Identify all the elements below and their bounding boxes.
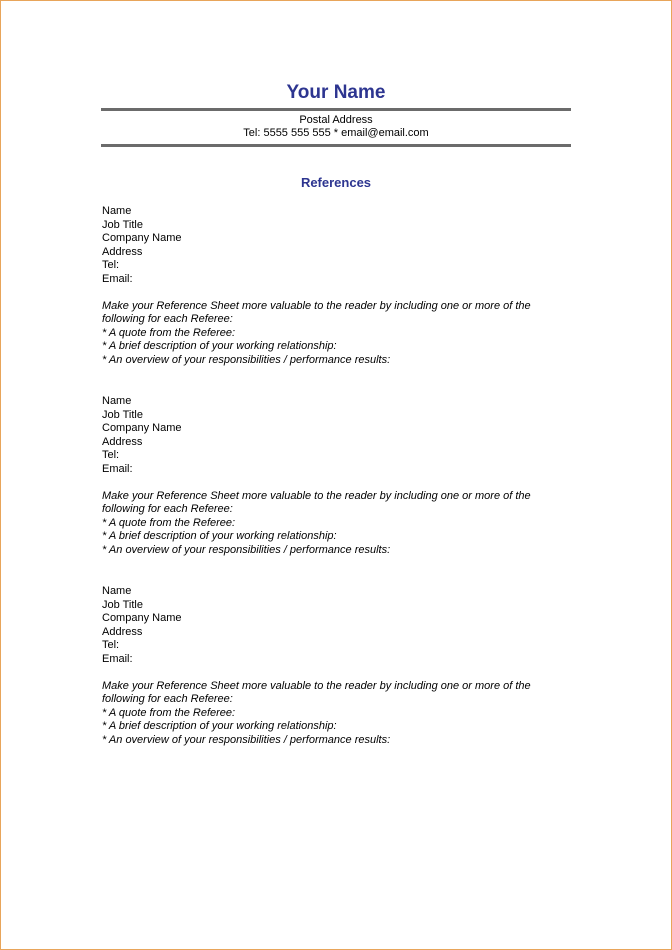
reference-note — [102, 490, 562, 558]
note-line: following for each Referee: — [102, 693, 233, 705]
note-line: * An overview of your responsibilities / performance results: — [102, 353, 391, 366]
reference-tel: Tel: — [102, 259, 120, 271]
note-line: * A brief description of your working relationship: — [102, 340, 337, 352]
reference-company: Company Name — [102, 422, 182, 434]
reference-name: Name — [102, 395, 132, 407]
reference-tel: Tel: — [102, 639, 120, 651]
reference-email: Email: — [102, 272, 133, 285]
note-line: * An overview of your responsibilities / performance results: — [102, 543, 391, 556]
page-title: Your Name — [286, 82, 386, 103]
reference-block — [102, 395, 562, 557]
contact-line: Tel: 5555 555 555 * email@email.com — [243, 127, 429, 139]
note-line: * A brief description of your working relationship: — [102, 530, 337, 542]
reference-company: Company Name — [102, 232, 182, 244]
reference-note — [102, 680, 562, 748]
reference-company: Company Name — [102, 612, 182, 624]
reference-name: Name — [102, 585, 132, 597]
reference-job-title: Job Title — [102, 598, 143, 611]
note-line: * An overview of your responsibilities / performance results: — [102, 733, 391, 746]
section-title: References — [300, 175, 372, 190]
reference-job-title: Job Title — [102, 218, 143, 231]
note-line: following for each Referee: — [102, 313, 233, 325]
note-line: * A brief description of your working relationship: — [102, 720, 337, 732]
reference-block — [102, 585, 562, 747]
reference-name: Name — [102, 205, 132, 217]
reference-job-title: Job Title — [102, 408, 143, 421]
note-line: following for each Referee: — [102, 503, 233, 515]
note-line: Make your Reference Sheet more valuable to the reader by including one or more of the — [102, 679, 531, 692]
header-rule-bottom — [101, 144, 571, 147]
reference-email: Email: — [102, 652, 133, 665]
postal-address: Postal Address — [299, 114, 373, 126]
note-line: * A quote from the Referee: — [102, 516, 236, 529]
reference-address: Address — [102, 625, 143, 638]
note-line: Make your Reference Sheet more valuable to the reader by including one or more of the — [102, 489, 531, 502]
header-rule-top — [101, 108, 571, 111]
note-line: * A quote from the Referee: — [102, 706, 236, 719]
note-line: * A quote from the Referee: — [102, 326, 236, 339]
reference-tel: Tel: — [102, 449, 120, 461]
reference-note — [102, 300, 562, 368]
reference-address: Address — [102, 245, 143, 258]
reference-email: Email: — [102, 462, 133, 475]
note-line: Make your Reference Sheet more valuable to the reader by including one or more of the — [102, 299, 531, 312]
reference-address: Address — [102, 435, 143, 448]
reference-block — [102, 205, 562, 367]
